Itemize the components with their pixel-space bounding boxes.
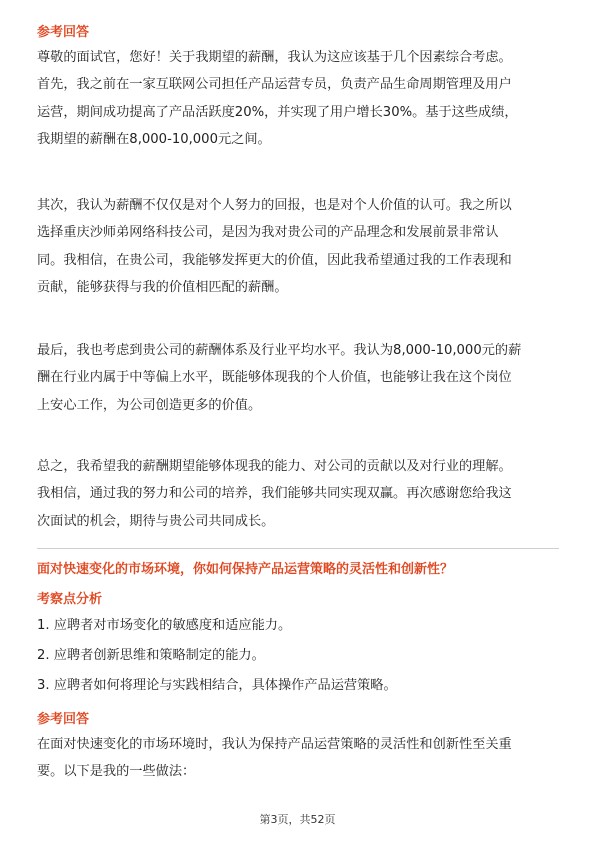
text-line: 选择重庆沙师弟网络科技公司，是因为我对贵公司的产品理念和发展前景非常认: [37, 225, 499, 241]
analysis-item: 1. 应聘者对市场变化的敏感度和适应能力。: [37, 618, 292, 633]
answer-paragraph: [37, 453, 559, 535]
text-line: 总之，我希望我的薪酬期望能够体现我的能力、对公司的贡献以及对行业的理解。: [37, 459, 512, 474]
text-line: 上安心工作，为公司创造更多的价值。: [37, 397, 262, 413]
text-line: 次面试的机会，期待与贵公司共同成长。: [37, 513, 275, 529]
text-line: 酬在行业内属于中等偏上水平，既能够体现我的个人价值，也能够让我在这个岗位: [37, 370, 512, 386]
question-heading: 面对快速变化的市场环境，你如何保持产品运营策略的灵活性和创新性？: [37, 562, 454, 577]
answer-paragraph: [37, 731, 559, 786]
answer-heading: 参考回答: [37, 25, 90, 40]
text-line: 运营，期间成功提高了产品活跃度20%，并实现了用户增长30%。基于这些成绩，: [37, 104, 518, 120]
text-line: 首先，我之前在一家互联网公司担任产品运营专员，负责产品生命周期管理及用户: [37, 77, 512, 93]
text-line: 尊敬的面试官，您好！关于我期望的薪酬，我认为这应该基于几个因素综合考虑。: [37, 50, 512, 65]
text-line: 贡献，能够获得与我的价值相匹配的薪酬。: [37, 279, 288, 295]
page-number: 第3页，共52页: [259, 813, 336, 826]
analysis-item: 2. 应聘者创新思维和策略制定的能力。: [37, 648, 265, 663]
analysis-item: 3. 应聘者如何将理论与实践相结合，具体操作产品运营策略。: [37, 678, 397, 693]
section-divider: [37, 548, 559, 549]
text-line: 我相信，通过我的努力和公司的培养，我们能够共同实现双赢。再次感谢您给我这: [37, 486, 512, 502]
answer-paragraph: [37, 192, 559, 301]
text-line: 要。以下是我的一些做法：: [37, 764, 196, 780]
text-line: 最后，我也考虑到贵公司的薪酬体系及行业平均水平。我认为8,000-10,000元的薪: [37, 343, 522, 358]
analysis-heading: 考察点分析: [37, 592, 103, 607]
text-line: 其次，我认为薪酬不仅仅是对个人努力的回报，也是对个人价值的认可。我之所以: [37, 198, 512, 213]
text-line: 同。我相信，在贵公司，我能够发挥更大的价值，因此我希望通过我的工作表现和: [37, 252, 512, 268]
text-line: 在面对快速变化的市场环境时，我认为保持产品运营策略的灵活性和创新性至关重: [37, 737, 512, 752]
answer-paragraph: [37, 44, 559, 153]
answer-paragraph: [37, 337, 559, 419]
text-line: 我期望的薪酬在8,000-10,000元之间。: [37, 131, 271, 147]
answer-heading: 参考回答: [37, 712, 90, 727]
